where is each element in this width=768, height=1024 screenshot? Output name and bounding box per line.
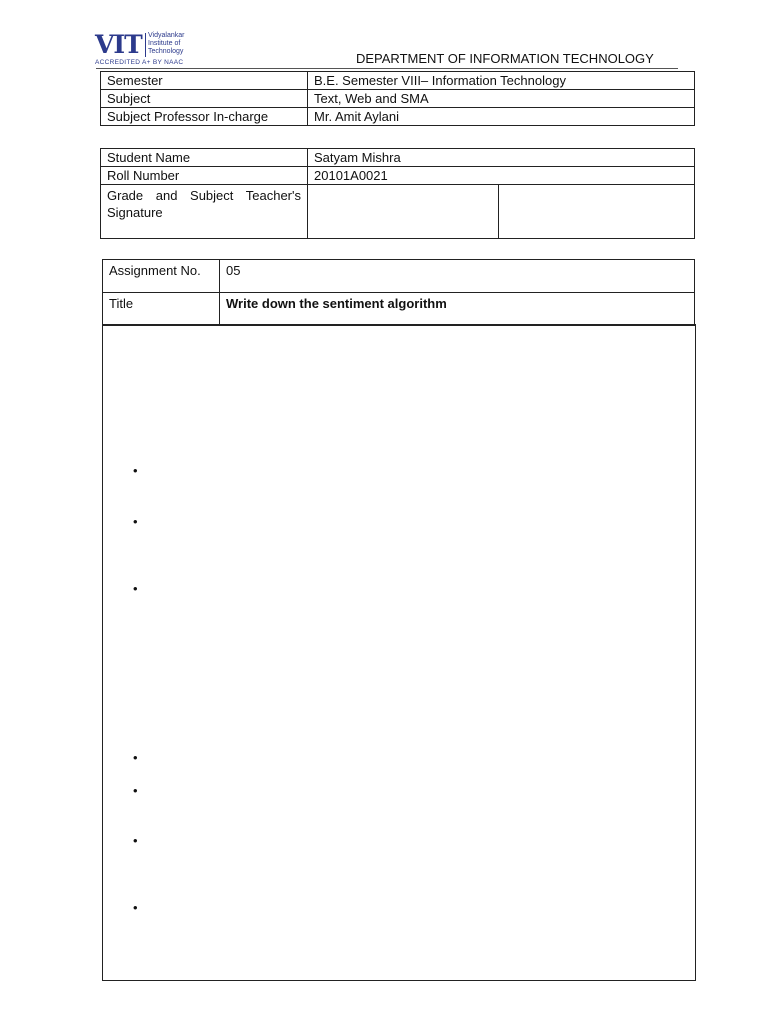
department-heading: DEPARTMENT OF INFORMATION TECHNOLOGY bbox=[356, 51, 654, 66]
logo-institute-name: Vidyalankar Institute of Technology bbox=[148, 32, 185, 55]
student-name-label: Student Name bbox=[101, 149, 308, 167]
logo-divider bbox=[145, 33, 146, 57]
table-row bbox=[101, 149, 695, 167]
table-row bbox=[103, 260, 695, 293]
student-info-table bbox=[100, 148, 695, 239]
list-item-bullet: • bbox=[133, 833, 138, 848]
list-item-bullet: • bbox=[133, 783, 138, 798]
professor-value: Mr. Amit Aylani bbox=[308, 108, 695, 126]
table-row bbox=[101, 185, 695, 239]
institute-logo bbox=[95, 31, 195, 67]
semester-value: B.E. Semester VIII– Information Technology bbox=[308, 72, 695, 90]
professor-label: Subject Professor In-charge bbox=[101, 108, 308, 126]
logo-mark: VIT bbox=[95, 30, 142, 59]
logo-accreditation: ACCREDITED A+ BY NAAC bbox=[95, 59, 184, 66]
roll-number-value: 20101A0021 bbox=[308, 167, 695, 185]
assignment-title-label: Title bbox=[103, 293, 220, 326]
assignment-number-label: Assignment No. bbox=[103, 260, 220, 293]
signature-cell bbox=[499, 185, 695, 239]
roll-number-label: Roll Number bbox=[101, 167, 308, 185]
student-name-value: Satyam Mishra bbox=[308, 149, 695, 167]
list-item-bullet: • bbox=[133, 750, 138, 765]
assignment-table bbox=[102, 259, 695, 326]
list-item-bullet: • bbox=[133, 514, 138, 529]
header-rule bbox=[96, 68, 678, 69]
table-row bbox=[101, 72, 695, 90]
list-item-bullet: • bbox=[133, 581, 138, 596]
subject-value: Text, Web and SMA bbox=[308, 90, 695, 108]
course-info-table bbox=[100, 71, 695, 126]
table-row bbox=[101, 90, 695, 108]
grade-signature-label: Grade and Subject Teacher's Signature bbox=[101, 185, 308, 239]
grade-cell bbox=[308, 185, 499, 239]
semester-label: Semester bbox=[101, 72, 308, 90]
list-item-bullet: • bbox=[133, 900, 138, 915]
assignment-number-value: 05 bbox=[220, 260, 695, 293]
subject-label: Subject bbox=[101, 90, 308, 108]
table-row bbox=[101, 108, 695, 126]
table-row bbox=[101, 167, 695, 185]
table-row bbox=[103, 293, 695, 326]
list-item-bullet: • bbox=[133, 463, 138, 478]
assignment-title-value: Write down the sentiment algorithm bbox=[220, 293, 695, 326]
answer-content-box bbox=[102, 324, 696, 981]
